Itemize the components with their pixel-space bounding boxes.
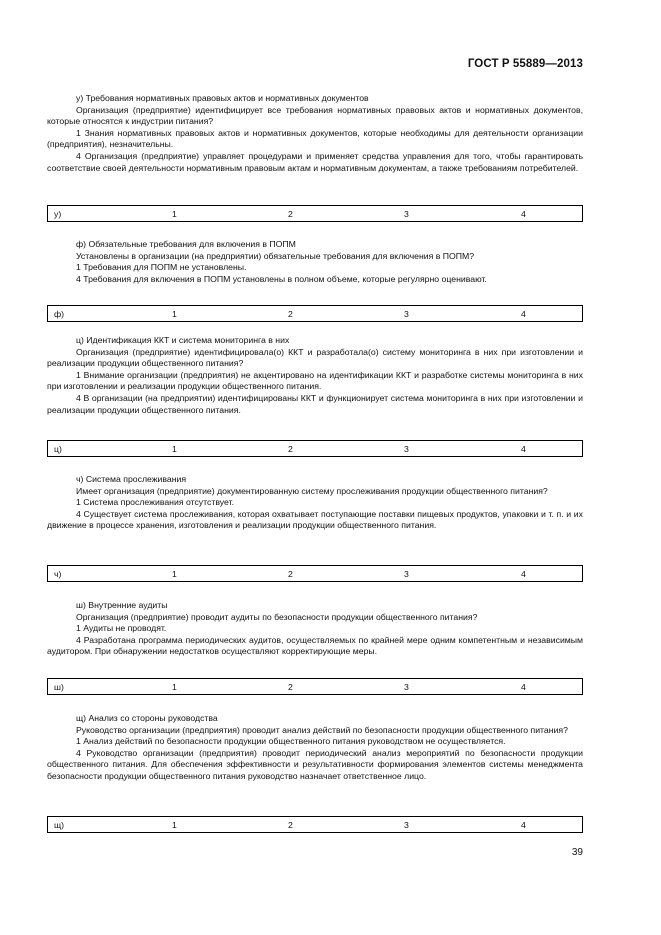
section-question: Организация (предприятие) идентифицирует все требования нормативных правовых актов и нормативных документов, которые относятся к индустрии питания? bbox=[47, 104, 583, 127]
section-f bbox=[47, 239, 583, 285]
score-1-option[interactable]: 1 bbox=[172, 682, 177, 692]
score-4-description: 4 Требования для включения в ПОПМ установлены в полном объеме, которые регулярно оценивают. bbox=[76, 273, 487, 284]
score-1-description: 1 Внимание организации (предприятия) не акцентировано на идентификации ККТ и разработке системы мониторинга в них при изготовлении и реализации продукции общественного питания. bbox=[47, 369, 583, 392]
score-2-option[interactable]: 2 bbox=[288, 444, 293, 454]
score-1-option[interactable]: 1 bbox=[172, 209, 177, 219]
score-1-description: 1 Знания нормативных правовых актов и нормативных документов, которые необходимы для деятельности организации (предприятия), незначительны. bbox=[47, 127, 583, 150]
score-4-description: 4 Существует система прослеживания, которая охватывает поступающие поставки пищевых продуктов, упаковки и т. п. и их движение в процессе хранения, изготовления и реализации продукции общественного питания. bbox=[47, 508, 583, 531]
score-3-option[interactable]: 3 bbox=[404, 309, 409, 319]
score-3-option[interactable]: 3 bbox=[404, 444, 409, 454]
rating-row-label: ц) bbox=[54, 444, 62, 454]
score-2-option[interactable]: 2 bbox=[288, 209, 293, 219]
section-u bbox=[47, 93, 583, 174]
score-1-option[interactable]: 1 bbox=[172, 569, 177, 579]
rating-row-label: у) bbox=[54, 209, 62, 219]
score-4-option[interactable]: 4 bbox=[521, 209, 526, 219]
document-standard-header: ГОСТ Р 55889—2013 bbox=[467, 58, 583, 70]
rating-row-label: ф) bbox=[54, 309, 65, 319]
score-1-option[interactable]: 1 bbox=[172, 444, 177, 454]
score-4-option[interactable]: 4 bbox=[521, 444, 526, 454]
section-question: Имеет организация (предприятие) документированную систему прослеживания продукции общественного питания? bbox=[76, 485, 548, 496]
score-1-description: 1 Система прослеживания отсутствует. bbox=[76, 497, 234, 508]
section-shch bbox=[47, 713, 583, 783]
section-heading: ц) Идентификация ККТ и система мониторинга в них bbox=[76, 335, 290, 345]
rating-row-f bbox=[47, 305, 583, 322]
score-1-description: 1 Аудиты не проводят. bbox=[76, 623, 167, 634]
score-4-description: 4 Организация (предприятие) управляет процедурами и применяет средства управления для того, чтобы гарантировать соответствие своей деятельности нормативным правовым актам и нормативным документам, а также требованиям потребителей. bbox=[47, 150, 583, 173]
page-number: 39 bbox=[571, 847, 583, 858]
rating-row-ts bbox=[47, 440, 583, 457]
section-heading: у) Требования нормативных правовых актов и нормативных документов bbox=[76, 93, 369, 103]
rating-row-u bbox=[47, 205, 583, 222]
score-2-option[interactable]: 2 bbox=[288, 569, 293, 579]
section-heading: ш) Внутренние аудиты bbox=[76, 600, 168, 610]
section-heading: ф) Обязательные требования для включения в ПОПМ bbox=[76, 239, 296, 249]
score-4-description: 4 Разработана программа периодических аудитов, осуществляемых по крайней мере одним компетентным и независимым аудитором. При обнаружении недостатков осуществляют корректирующие меры. bbox=[47, 634, 583, 657]
score-4-option[interactable]: 4 bbox=[521, 682, 526, 692]
score-3-option[interactable]: 3 bbox=[404, 820, 409, 830]
score-3-option[interactable]: 3 bbox=[404, 569, 409, 579]
score-4-description: 4 В организации (на предприятии) идентифицированы ККТ и функционирует система мониторинга в них при изготовлении и реализации продукции общественного питания. bbox=[47, 392, 583, 415]
rating-row-ch bbox=[47, 565, 583, 582]
score-1-option[interactable]: 1 bbox=[172, 309, 177, 319]
section-question: Организация (предприятие) проводит аудиты по безопасности продукции общественного питания? bbox=[76, 611, 478, 622]
section-question: Установлены в организации (на предприятии) обязательные требования для включения в ПОПМ? bbox=[76, 250, 475, 261]
score-3-option[interactable]: 3 bbox=[404, 682, 409, 692]
section-heading: щ) Анализ со стороны руководства bbox=[76, 713, 218, 723]
score-1-description: 1 Анализ действий по безопасности продукции общественного питания руководством не осуществляется. bbox=[76, 736, 506, 747]
score-3-option[interactable]: 3 bbox=[404, 209, 409, 219]
section-ts bbox=[47, 335, 583, 416]
rating-row-shch bbox=[47, 816, 583, 833]
score-2-option[interactable]: 2 bbox=[288, 820, 293, 830]
rating-row-sh bbox=[47, 678, 583, 695]
rating-row-label: ш) bbox=[54, 682, 64, 692]
section-ch bbox=[47, 474, 583, 532]
section-sh bbox=[47, 600, 583, 658]
section-heading: ч) Система прослеживания bbox=[76, 474, 187, 484]
score-2-option[interactable]: 2 bbox=[288, 682, 293, 692]
rating-row-label: щ) bbox=[54, 820, 65, 830]
score-2-option[interactable]: 2 bbox=[288, 309, 293, 319]
score-1-option[interactable]: 1 bbox=[172, 820, 177, 830]
score-4-option[interactable]: 4 bbox=[521, 820, 526, 830]
section-question: Организация (предприятие) идентифицировала(о) ККТ и разработала(о) систему мониторинга в них при изготовлении и реализации продукции общественного питания? bbox=[47, 346, 583, 369]
score-4-option[interactable]: 4 bbox=[521, 569, 526, 579]
section-question: Руководство организации (предприятия) проводит анализ действий по безопасности продукции общественного питания? bbox=[76, 724, 568, 735]
score-4-option[interactable]: 4 bbox=[521, 309, 526, 319]
score-1-description: 1 Требования для ПОПМ не установлены. bbox=[76, 262, 247, 273]
score-4-description: 4 Руководство организации (предприятия) проводит периодический анализ мероприятий по безопасности продукции общественного питания. Для обеспечения эффективности и результативности формирования элементов системы менеджмента безопасности продукции общественного питания руководство назначает ответственное лицо. bbox=[47, 747, 583, 781]
rating-row-label: ч) bbox=[54, 569, 62, 579]
